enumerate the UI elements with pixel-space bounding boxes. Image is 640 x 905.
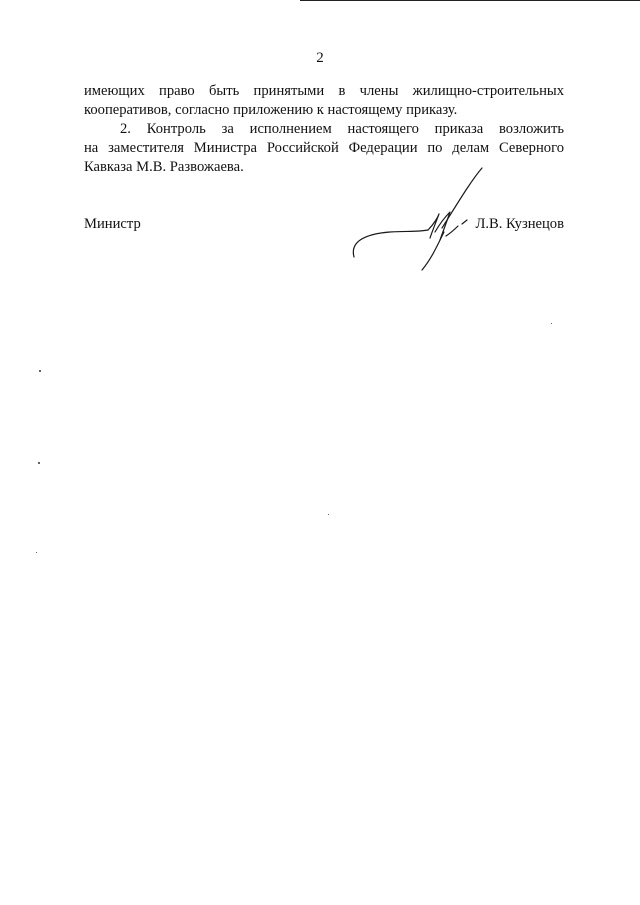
handwritten-signature — [340, 162, 490, 274]
scan-speck — [38, 462, 40, 464]
scan-speck — [39, 370, 41, 372]
paragraph-line: кооперативов, согласно приложению к настоящему приказу. — [84, 102, 458, 118]
signature-block — [84, 216, 564, 276]
document-body — [84, 82, 564, 177]
signatory-title: Министр — [84, 216, 141, 232]
paragraph-line: Кавказа М.В. Развожаева. — [84, 159, 244, 175]
signatory-name: Л.В. Кузнецов — [475, 216, 564, 232]
paragraph-line: 2. Контроль за исполнением настоящего приказа возложить — [120, 121, 564, 137]
paragraph-1 — [84, 82, 564, 120]
scan-speck — [328, 514, 329, 515]
top-border-line — [300, 0, 640, 1]
paragraph-line: имеющих право быть принятыми в члены жилищно-строительных — [84, 83, 564, 99]
scan-speck — [551, 323, 552, 324]
page-number: 2 — [316, 50, 324, 66]
paragraph-line: на заместителя Министра Российской Федерации по делам Северного — [84, 140, 564, 156]
scan-speck — [36, 552, 37, 553]
paragraph-2 — [84, 120, 564, 177]
